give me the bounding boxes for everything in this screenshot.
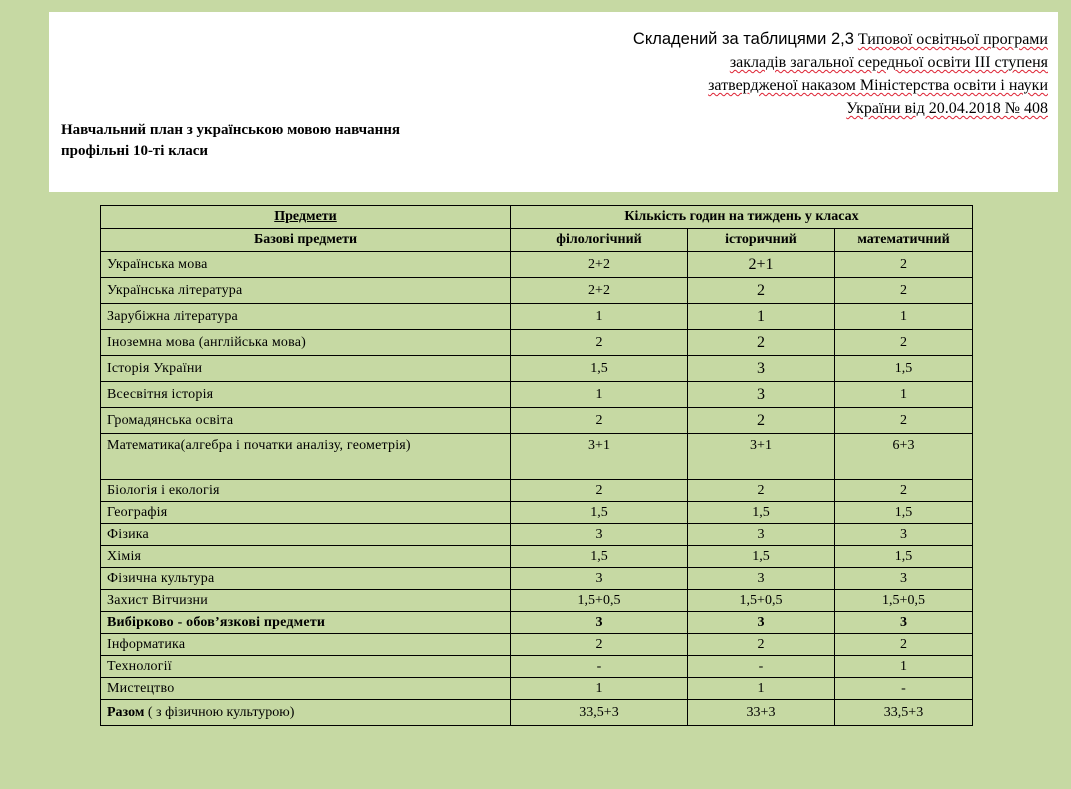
- table-row: [101, 546, 973, 568]
- hours-cell: 2: [688, 330, 835, 356]
- hours-cell: 1: [835, 656, 973, 678]
- total-cell: 33,5+3: [511, 700, 688, 726]
- approval-line2: закладів загальної середньої освіти ІІІ ступеня: [729, 54, 1048, 71]
- hours-cell: 2: [688, 278, 835, 304]
- table-row: [101, 278, 973, 304]
- hours-cell: 3: [688, 382, 835, 408]
- hours-cell: 3: [511, 524, 688, 546]
- hours-cell: 1,5+0,5: [511, 590, 688, 612]
- subject-name: Математика(алгебра і початки аналізу, геометрія): [101, 434, 511, 480]
- plan-title: [61, 120, 400, 162]
- table-row: [101, 408, 973, 434]
- hours-cell: 1,5: [688, 546, 835, 568]
- table-subheader-row: [101, 229, 973, 252]
- subject-name: Хімія: [101, 546, 511, 568]
- table-row: [101, 480, 973, 502]
- subject-name: Історія України: [101, 356, 511, 382]
- table-row: [101, 568, 973, 590]
- table-row: [101, 524, 973, 546]
- hours-cell: 3: [835, 568, 973, 590]
- hours-cell: -: [511, 656, 688, 678]
- hours-cell: 1,5+0,5: [688, 590, 835, 612]
- hours-cell: 2: [835, 330, 973, 356]
- approval-note: [633, 28, 1048, 120]
- hours-cell: 3: [688, 356, 835, 382]
- table-row: [101, 502, 973, 524]
- plan-title-line1: Навчальний план з українською мовою навчання: [61, 122, 400, 138]
- hours-cell: 1,5: [835, 356, 973, 382]
- header-profile-history: історичний: [688, 229, 835, 252]
- hours-cell: 3+1: [688, 434, 835, 480]
- hours-cell: 1,5: [835, 502, 973, 524]
- hours-cell: 2: [835, 252, 973, 278]
- hours-cell: 2+1: [688, 252, 835, 278]
- hours-cell: 2: [835, 278, 973, 304]
- hours-cell: 1: [835, 304, 973, 330]
- approval-line1a: Складений за таблицями 2,3: [632, 30, 854, 48]
- subject-name: Інформатика: [101, 634, 511, 656]
- hours-cell: 1: [511, 304, 688, 330]
- table-row: [101, 330, 973, 356]
- header-profile-philology: філологічний: [511, 229, 688, 252]
- subject-name: Захист Вітчизни: [101, 590, 511, 612]
- subject-name: Фізична культура: [101, 568, 511, 590]
- hours-cell: 2: [511, 408, 688, 434]
- total-label-bold: Разом: [107, 704, 145, 720]
- hours-cell: 2: [511, 480, 688, 502]
- table-row: [101, 656, 973, 678]
- curriculum-table: [100, 205, 973, 726]
- subject-name: Мистецтво: [101, 678, 511, 700]
- hours-cell: -: [688, 656, 835, 678]
- header-profile-math: математичний: [835, 229, 973, 252]
- hours-cell: 3: [688, 612, 835, 634]
- header-subjects: Предмети: [101, 206, 511, 229]
- subject-name: Зарубіжна література: [101, 304, 511, 330]
- hours-cell: 3+1: [511, 434, 688, 480]
- plan-title-line2: профільні 10-ті класи: [61, 143, 209, 159]
- total-row: [101, 700, 973, 726]
- subject-name: Іноземна мова (англійська мова): [101, 330, 511, 356]
- subject-name: Українська література: [101, 278, 511, 304]
- hours-cell: 1,5: [688, 502, 835, 524]
- header-hours: Кількість годин на тиждень у класах: [511, 206, 973, 229]
- hours-cell: 3: [511, 612, 688, 634]
- hours-cell: 6+3: [835, 434, 973, 480]
- hours-cell: 2: [511, 330, 688, 356]
- hours-cell: 2: [835, 634, 973, 656]
- table-row: [101, 612, 973, 634]
- hours-cell: 1: [688, 678, 835, 700]
- table-row: [101, 434, 973, 480]
- subject-name: Фізика: [101, 524, 511, 546]
- subject-name: Географія: [101, 502, 511, 524]
- hours-cell: 1,5: [511, 356, 688, 382]
- total-cell: 33+3: [688, 700, 835, 726]
- subject-name: Технології: [101, 656, 511, 678]
- total-label: [101, 700, 511, 726]
- table-header-row: [101, 206, 973, 229]
- table-row: [101, 590, 973, 612]
- hours-cell: 2+2: [511, 252, 688, 278]
- table-row: [101, 356, 973, 382]
- header-box: [49, 12, 1058, 192]
- subject-name: Всесвітня історія: [101, 382, 511, 408]
- hours-cell: 1: [688, 304, 835, 330]
- subject-name: Українська мова: [101, 252, 511, 278]
- total-label-rest: ( з фізичною культурою): [144, 704, 295, 720]
- hours-cell: 2+2: [511, 278, 688, 304]
- hours-cell: 1: [835, 382, 973, 408]
- hours-cell: 2: [688, 634, 835, 656]
- hours-cell: 3: [511, 568, 688, 590]
- table-row: [101, 634, 973, 656]
- hours-cell: 2: [835, 408, 973, 434]
- hours-cell: 2: [511, 634, 688, 656]
- hours-cell: 3: [835, 612, 973, 634]
- subject-name: Вибірково - обов’язкові предмети: [101, 612, 511, 634]
- hours-cell: 2: [835, 480, 973, 502]
- table-row: [101, 252, 973, 278]
- hours-cell: 1,5+0,5: [835, 590, 973, 612]
- header-base-subjects: Базові предмети: [101, 229, 511, 252]
- hours-cell: 1: [511, 678, 688, 700]
- total-cell: 33,5+3: [835, 700, 973, 726]
- hours-cell: 1: [511, 382, 688, 408]
- approval-line4: України від 20.04.2018 № 408: [846, 100, 1048, 117]
- hours-cell: 1,5: [511, 502, 688, 524]
- hours-cell: 3: [688, 524, 835, 546]
- hours-cell: 2: [688, 480, 835, 502]
- table-row: [101, 382, 973, 408]
- hours-cell: 3: [688, 568, 835, 590]
- hours-cell: 1,5: [511, 546, 688, 568]
- hours-cell: 3: [835, 524, 973, 546]
- approval-line1b: Типової освітньої програми: [857, 31, 1048, 48]
- subject-name: Громадянська освіта: [101, 408, 511, 434]
- subject-name: Біологія і екологія: [101, 480, 511, 502]
- hours-cell: 2: [688, 408, 835, 434]
- table-row: [101, 304, 973, 330]
- hours-cell: -: [835, 678, 973, 700]
- table-row: [101, 678, 973, 700]
- hours-cell: 1,5: [835, 546, 973, 568]
- approval-line3: затвердженої наказом Міністерства освіти і науки: [708, 77, 1048, 94]
